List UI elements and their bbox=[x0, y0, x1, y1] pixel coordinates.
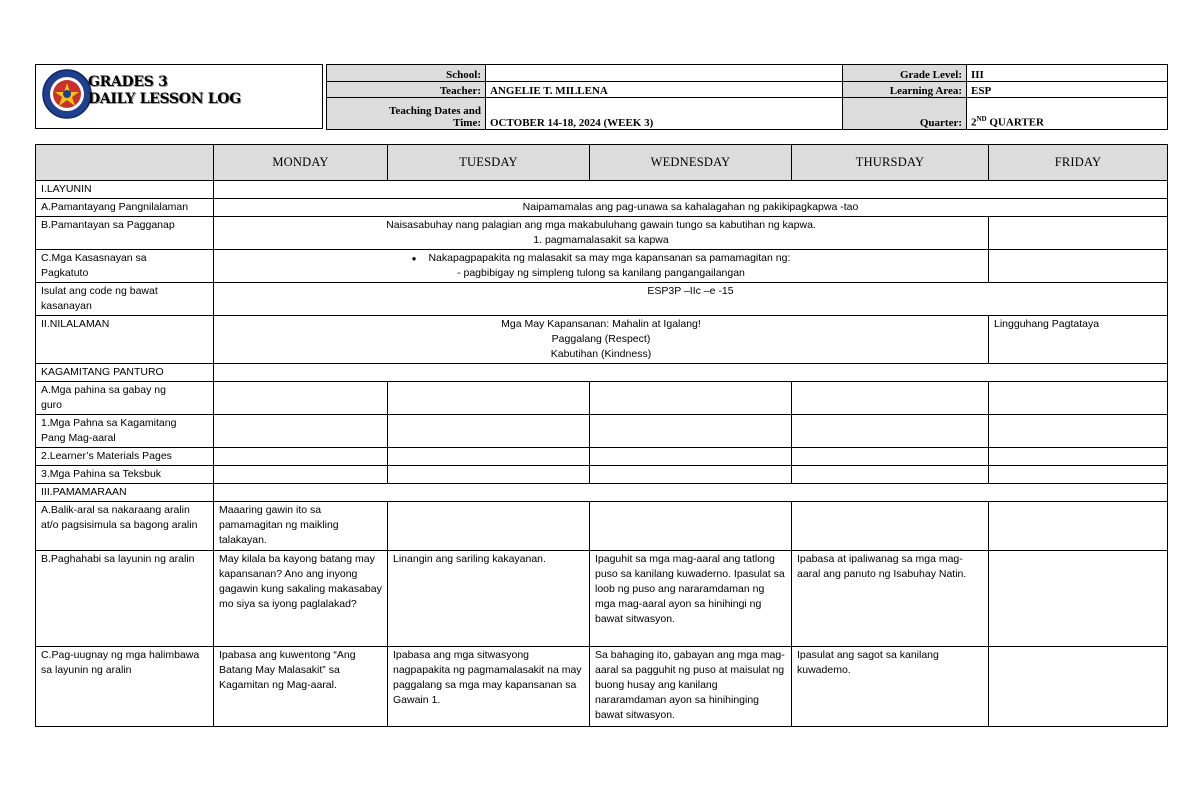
section-layunin: I.LAYUNIN bbox=[36, 181, 214, 199]
grade-level-value: III bbox=[967, 65, 1168, 82]
section-kagamitan: KAGAMITANG PANTURO bbox=[36, 364, 214, 382]
code-label-line1: Isulat ang code ng bawat bbox=[41, 285, 158, 297]
code-label-line2: kasanayan bbox=[41, 300, 92, 312]
empty-cell bbox=[214, 364, 1168, 382]
nilalaman-friday: Lingguhang Pagtataya bbox=[989, 316, 1168, 364]
empty-cell bbox=[792, 415, 989, 448]
day-header-thursday: THURSDAY bbox=[792, 145, 989, 181]
teaching-dates-label-line1: Teaching Dates and bbox=[389, 105, 481, 117]
paghahabi-monday: May kilala ba kayong batang may kapansanan? Ano ang inyong gagawin kung sakaling makasabay mo siya sa iyong paglalakad? bbox=[214, 551, 388, 647]
empty-cell bbox=[214, 448, 388, 466]
kasanayan-label-line1: C.Mga Kasasnayan sa bbox=[41, 252, 147, 264]
teaching-dates-value: OCTOBER 14-18, 2024 (WEEK 3) bbox=[486, 98, 843, 130]
pagganap-line-2: 1. pagmamalasakit sa kapwa bbox=[533, 234, 669, 246]
nilalaman-line-2: Paggalang (Respect) bbox=[551, 333, 651, 345]
empty-cell bbox=[792, 382, 989, 415]
empty-cell bbox=[214, 382, 388, 415]
pag-uugnay-tuesday: Ipabasa ang mga sitwasyong nagpapakita ng pagmamalasakit na may paggalang sa mga may kapansanan sa Gawain 1. bbox=[388, 647, 590, 727]
pag-uugnay-monday: Ipabasa ang kuwentong “Ang Batang May Malasakit” sa Kagamitan ng Mag-aaral. bbox=[214, 647, 388, 727]
kagamitang-label bbox=[36, 415, 214, 448]
day-header-tuesday: TUESDAY bbox=[388, 145, 590, 181]
nilalaman-line-3: Kabutihan (Kindness) bbox=[550, 348, 652, 360]
header-blank-cell bbox=[36, 145, 214, 181]
lesson-log-table bbox=[35, 144, 1168, 727]
table-row bbox=[36, 217, 1168, 250]
empty-cell bbox=[792, 448, 989, 466]
quarter-text: QUARTER bbox=[986, 117, 1044, 129]
learners-materials-label: 2.Learner’s Materials Pages bbox=[36, 448, 214, 466]
empty-cell bbox=[590, 502, 792, 551]
empty-cell bbox=[388, 448, 590, 466]
table-row bbox=[36, 364, 1168, 382]
empty-cell bbox=[989, 382, 1168, 415]
pagganap-label: B.Pamantayan sa Pagganap bbox=[36, 217, 214, 250]
paghahabi-tuesday: Linangin ang sariling kakayanan. bbox=[388, 551, 590, 647]
empty-cell bbox=[792, 466, 989, 484]
empty-cell bbox=[989, 250, 1168, 283]
school-label: School: bbox=[327, 65, 486, 82]
empty-cell bbox=[214, 484, 1168, 502]
pamantayang-label: A.Pamantayang Pangnilalaman bbox=[36, 199, 214, 217]
teacher-label: Teacher: bbox=[327, 82, 486, 98]
table-row bbox=[36, 551, 1168, 647]
kasanayan-label-line2: Pagkatuto bbox=[41, 267, 89, 279]
teaching-dates-label-line2: Time: bbox=[453, 117, 481, 129]
section-nilalaman: II.NILALAMAN bbox=[36, 316, 214, 364]
school-value bbox=[486, 65, 843, 82]
day-header-wednesday: WEDNESDAY bbox=[590, 145, 792, 181]
empty-cell bbox=[989, 551, 1168, 647]
day-header-friday: FRIDAY bbox=[989, 145, 1168, 181]
pamantayang-value: Naipamamalas ang pag-unawa sa kahalagahan ng pakikipagkapwa -tao bbox=[214, 199, 1168, 217]
empty-cell bbox=[989, 647, 1168, 727]
empty-cell bbox=[388, 382, 590, 415]
paghahabi-thursday: Ipabasa at ipaliwanag sa mga mag-aaral ang panuto ng Isabuhay Natin. bbox=[792, 551, 989, 647]
table-row bbox=[36, 448, 1168, 466]
pag-uugnay-thursday: Ipasulat ang sagot sa kanilang kuwademo. bbox=[792, 647, 989, 727]
quarter-suffix: ND bbox=[976, 115, 987, 124]
grade-level-label: Grade Level: bbox=[843, 65, 967, 82]
table-row bbox=[36, 382, 1168, 415]
teacher-value: ANGELIE T. MILLENA bbox=[486, 82, 843, 98]
table-row bbox=[36, 502, 1168, 551]
quarter-number: 2 bbox=[971, 117, 977, 129]
gabay-label-line1: A.Mga pahina sa gabay ng bbox=[41, 384, 166, 396]
table-row bbox=[36, 484, 1168, 502]
day-header-row bbox=[36, 145, 1168, 181]
table-row bbox=[36, 316, 1168, 364]
empty-cell bbox=[388, 466, 590, 484]
empty-cell bbox=[590, 382, 792, 415]
gabay-label bbox=[36, 382, 214, 415]
pag-uugnay-label: C.Pag-uugnay ng mga halimbawa sa layunin ng aralin bbox=[36, 647, 214, 727]
brand-line-2: DAILY LESSON LOG bbox=[88, 91, 241, 107]
pag-uugnay-wednesday: Sa bahaging ito, gabayan ang mga mag-aaral sa pagguhit ng puso at maisulat ng buong husay ang kanilang nararamdaman ayon sa hinihinging bawat sitwasyon. bbox=[590, 647, 792, 727]
code-label bbox=[36, 283, 214, 316]
empty-cell bbox=[590, 415, 792, 448]
kagamitang-label-line1: 1.Mga Pahna sa Kagamitang bbox=[41, 417, 177, 429]
paghahabi-wednesday: Ipaguhit sa mga mag-aaral ang tatlong puso sa kanilang kuwaderno. Ipasulat sa loob ng puso ang nararamdaman ng mga mag-aaral ayon sa hinihingi ng bawat sitwasyon. bbox=[590, 551, 792, 647]
code-value: ESP3P –IIc –e -15 bbox=[214, 283, 1168, 316]
table-row bbox=[36, 466, 1168, 484]
table-row bbox=[36, 283, 1168, 316]
gabay-label-line2: guro bbox=[41, 399, 63, 411]
pagganap-value bbox=[214, 217, 989, 250]
quarter-value bbox=[967, 98, 1168, 130]
day-header-monday: MONDAY bbox=[214, 145, 388, 181]
kasanayan-line-2: - pagbibigay ng simpleng tulong sa kanilang pangangailangan bbox=[457, 267, 745, 279]
empty-cell bbox=[590, 466, 792, 484]
balik-aral-label: A.Balik-aral sa nakaraang aralin at/o pagsisimula sa bagong aralin bbox=[36, 502, 214, 551]
header-brand-box bbox=[35, 64, 323, 129]
kasanayan-line-1: ● Nakapagpapakita ng malasakit sa may mga kapansanan sa pamamagitan ng: bbox=[219, 251, 983, 266]
brand-title bbox=[88, 74, 241, 108]
kasanayan-value bbox=[214, 250, 989, 283]
section-pamamaraan: III.PAMAMARAAN bbox=[36, 484, 214, 502]
kagamitang-label-line2: Pang Mag-aaral bbox=[41, 432, 116, 444]
learning-area-value: ESP bbox=[967, 82, 1168, 98]
nilalaman-line-1: Mga May Kapansanan: Mahalin at Igalang! bbox=[501, 318, 701, 330]
balik-aral-monday: Maaaring gawin ito sa pamamagitan ng maikling talakayan. bbox=[214, 502, 388, 551]
empty-cell bbox=[989, 502, 1168, 551]
learning-area-label: Learning Area: bbox=[843, 82, 967, 98]
table-row bbox=[36, 181, 1168, 199]
empty-cell bbox=[214, 181, 1168, 199]
teaching-dates-label bbox=[327, 98, 486, 130]
table-row bbox=[36, 415, 1168, 448]
table-row bbox=[36, 250, 1168, 283]
table-row bbox=[36, 199, 1168, 217]
empty-cell bbox=[388, 502, 590, 551]
teksbuk-label: 3.Mga Pahina sa Teksbuk bbox=[36, 466, 214, 484]
pagganap-line-1: Naisasabuhay nang palagian ang mga makabuluhang gawain tungo sa kabutihan ng kapwa. bbox=[386, 219, 816, 231]
table-row bbox=[36, 647, 1168, 727]
empty-cell bbox=[214, 415, 388, 448]
kasanayan-label bbox=[36, 250, 214, 283]
empty-cell bbox=[989, 466, 1168, 484]
empty-cell bbox=[989, 217, 1168, 250]
empty-cell bbox=[590, 448, 792, 466]
empty-cell bbox=[989, 448, 1168, 466]
empty-cell bbox=[388, 415, 590, 448]
quarter-label: Quarter: bbox=[843, 98, 967, 130]
empty-cell bbox=[989, 415, 1168, 448]
brand-line-1: GRADES 3 bbox=[88, 74, 168, 90]
lesson-info-table bbox=[326, 64, 1168, 130]
nilalaman-value bbox=[214, 316, 989, 364]
empty-cell bbox=[214, 466, 388, 484]
empty-cell bbox=[792, 502, 989, 551]
deped-seal-icon bbox=[41, 68, 93, 120]
paghahabi-label: B.Paghahabi sa layunin ng aralin bbox=[36, 551, 214, 647]
